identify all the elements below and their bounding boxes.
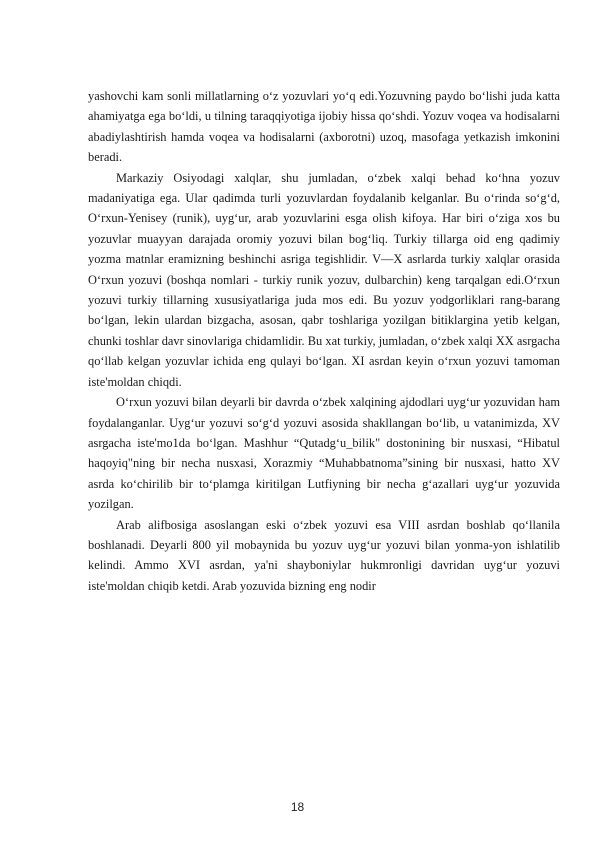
page-number: 18	[290, 800, 305, 814]
body-text	[88, 86, 560, 596]
paragraph-2: Markaziy Osiyodagi xalqlar, shu jumladan, o‘zbek xalqi behad ko‘hna yozuv madaniyatiga ega. Ular qadimda turli yozuvlardan foydalanib kelganlar. Bu o‘rinda so‘g‘d, O‘rxun-Yenisey (runik), uyg‘ur, arab yozuvlarini esga olish kifoya. Har biri o‘ziga xos bu yozuvlar muayyan darajada oromiy yozuvi bilan bog‘liq. Turkiy tillarga oid eng qadimiy yozma matnlar eramizning beshinchi asriga tegishlidir. V—X asrlarda turkiy xalqlar orasida O‘rxun yozuvi (boshqa nomlari - turkiy runik yozuv, dulbarchin) keng tarqalgan edi.O‘rxun yozuvi turkiy tillarning xususiyatlariga juda mos edi. Bu yozuv yodgorliklari rang-barang bo‘lgan, lekin ulardan bizgacha, asosan, qabr toshlariga yozilgan bitiklargina yetib kelgan, chunki toshlar davr sinovlariga chidamlidir. Bu xat turkiy, jumladan, o‘zbek xalqi XX asrgacha qo‘llab kelgan yozuvlar ichida eng qulayi bo‘lgan. XI asrdan keyin o‘rxun yozuvi tamoman iste'moldan chiqdi.	[88, 170, 560, 389]
paragraph-4: Arab alifbosiga asoslangan eski o‘zbek yozuvi esa VIII asrdan boshlab qo‘llanila boshlanadi. Deyarli 800 yil mobaynida bu yozuv uyg‘ur yozuvi bilan yonma-yon ishlatilib kelindi. Ammo XVI asrdan, ya'ni shayboniylar hukmronligi davridan uyg‘ur yozuvi iste'moldan chiqib ketdi. Arab yozuvida bizning eng nodir	[88, 517, 560, 593]
paragraph-3: O‘rxun yozuvi bilan deyarli bir davrda o‘zbek xalqining ajdodlari uyg‘ur yozuvidan ham foydalanganlar. Uyg‘ur yozuvi so‘g‘d yozuvi asosida shakllangan bo‘lib, u vatanimizda, XV asrgacha iste'mo1da bo‘lgan. Mashhur “Qutadg‘u_bilik" dostonining bir nusxasi, “Hibatul haqoyiq"ning bir necha nusxasi, Xorazmiy “Muhabbatnoma”sining bir nusxasi, hatto XV asrda ko‘chirilib bir to‘plamga kiritilgan Lutfiyning bir necha g‘azallari uyg‘ur yozuvida yozilgan.	[88, 395, 560, 512]
paragraph-1: yashovchi kam sonli millatlarning o‘z yozuvlari yo‘q edi.Yozuvning paydo bo‘lishi juda katta ahamiyatga ega bo‘ldi, u tilning taraqqiyotiga ijobiy hissa qo‘shdi. Yozuv voqea va hodisalarni abadiylashtirish hamda voqea va hodisalarni (axborotni) uzoq, masofaga yetkazish imkonini beradi.	[88, 89, 560, 165]
